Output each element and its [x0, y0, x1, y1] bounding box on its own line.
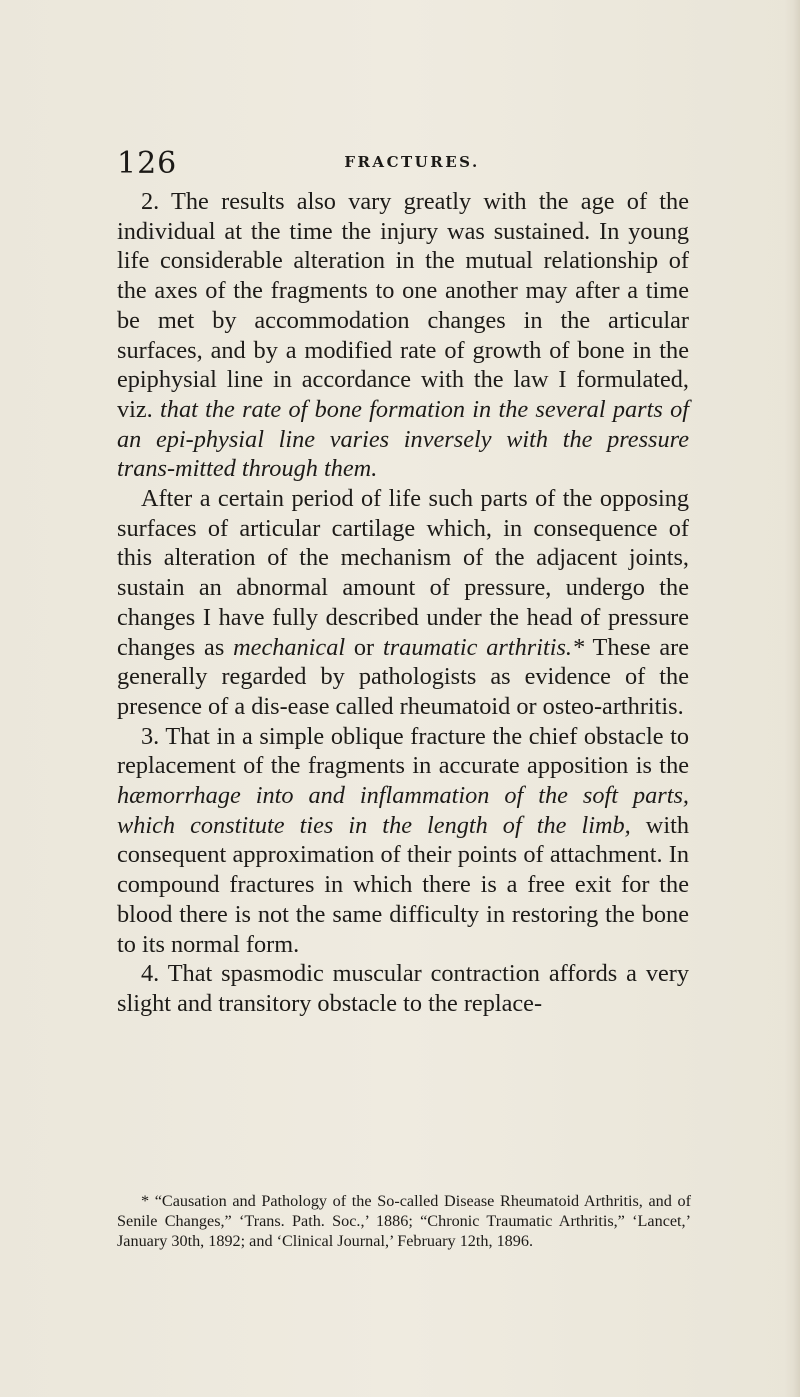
italic-text: that the rate of bone formation in the several parts of an epi-physial line varies inversely with the pressure trans-mitted through them. [117, 395, 689, 483]
text-run: 3. That in a simple oblique fracture the chief obstacle to replacement of the fragments in accurate apposition is the [117, 722, 689, 780]
running-title: FRACTURES. [344, 153, 480, 171]
text-run: These are generally regarded by pathologists as evidence of the presence of a dis-ease called rheumatoid or osteo-arthritis. [117, 633, 689, 720]
italic-text: mechanical [233, 633, 346, 661]
text-run: After a certain period of life such parts of the opposing surfaces of articular cartilage which, in consequence of this alteration of the mechanism of the adjacent joints, sustain an abnormal amount of pressure, undergo the changes I have fully described under the head of pressure changes as [117, 485, 689, 661]
text-run: with consequent approximation of their points of attachment. In compound fractures in which there is a free exit for the blood there is not the same difficulty in restoring the bone to its normal form. [117, 811, 689, 958]
footnotes [117, 1192, 691, 1251]
text-run: or [345, 633, 383, 661]
italic-text: traumatic arthritis.* [382, 633, 585, 661]
body-text [117, 187, 689, 1019]
paragraph [117, 959, 689, 1018]
page-header [117, 146, 687, 186]
paragraph [117, 722, 689, 960]
text-run: 2. The results also vary greatly with the age of the individual at the time the injury was sustained. In young life considerable alteration in the mutual relationship of the axes of the fragments to one another may after a time be met by accommodation changes in the articular surfaces, and by a modified rate of growth of bone in the epiphysial line in accordance with the law I formulated, viz. [117, 188, 689, 423]
text-run: 4. That spasmodic muscular contraction affords a very slight and transitory obstacle to the replace- [117, 960, 689, 1017]
footnote: * “Causation and Pathology of the So-called Disease Rheumatoid Arthritis, and of Senile Changes,” ‘Trans. Path. Soc.,’ 1886; “Chronic Traumatic Arthritis,” ‘Lancet,’ January 30th, 1892; and ‘Clinical Journal,’ February 12th, 1896. [117, 1192, 691, 1250]
italic-text: hæmorrhage into and inflammation of the soft parts, which constitute ties in the length of the limb, [117, 782, 689, 839]
page-number: 126 [117, 146, 178, 181]
page-edge-shadow [784, 0, 800, 1397]
paragraph [117, 484, 689, 722]
paragraph [117, 187, 689, 484]
